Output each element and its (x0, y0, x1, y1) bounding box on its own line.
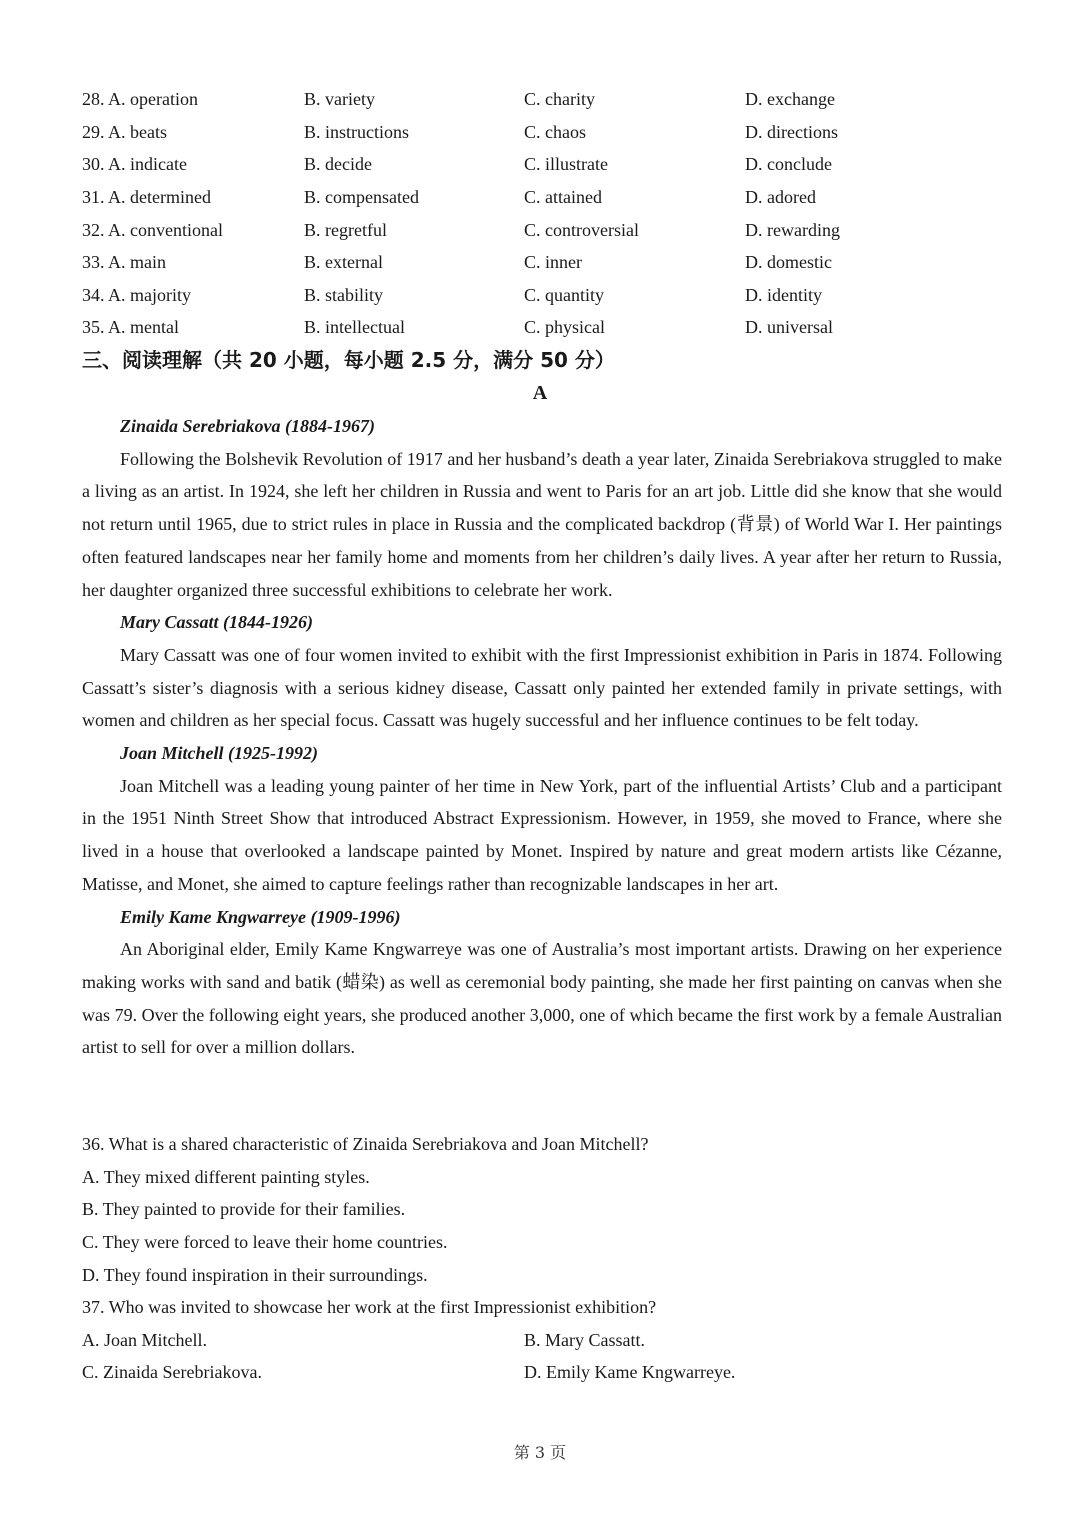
option-b: B. decide (304, 154, 372, 174)
option-b: B. intellectual (304, 317, 405, 337)
page-number: 第 3 页 (513, 1443, 567, 1462)
option-a: 31. A. determined (82, 187, 211, 207)
answer-option-b: B. They painted to provide for their families. (82, 1199, 406, 1220)
artist-heading: Zinaida Serebriakova (1884-1967) (120, 416, 375, 436)
option-c: C. inner (524, 252, 582, 272)
answer-option-a: A. They mixed different painting styles. (82, 1166, 370, 1187)
option-b: B. variety (304, 89, 375, 109)
question-stem: 36. What is a shared characteristic of Zinaida Serebriakova and Joan Mitchell? (82, 1134, 649, 1154)
option-b: B. external (304, 252, 383, 272)
artist-paragraph: Following the Bolshevik Revolution of 1917 and her husband’s death a year later, Zinaida Serebriakova struggled to make a living as an artist. In 1924, she left her children in Russia and went to Paris for an art job. Little did she know that she would not return until 1965, due to strict rules in place in Russia and the complicated backdrop (背景) of World War I. Her paintings often featured landscapes near her family home and moments from her children’s daily lives. A year after her return to Russia, her daughter organized three successful exhibitions to celebrate her work. (82, 448, 1002, 600)
artist-paragraph: An Aboriginal elder, Emily Kame Kngwarreye was one of Australia’s most important artists. Drawing on her experience making works with sand and batik (蜡染) as well as ceremonial body painting, she made her first painting on canvas when she was 79. Over the following eight years, she produced another 3,000, one of which became the first work by a female Australian artist to sell for over a million dollars. (82, 939, 1002, 1058)
artist-paragraph: Joan Mitchell was a leading young painter of her time in New York, part of the influential Artists’ Club and a participant in the 1951 Ninth Street Show that introduced Abstract Expressionism. However, in 1959, she moved to France, where she lived in a house that overlooked a landscape painted by Monet. Inspired by nature and great modern artists like Cézanne, Matisse, and Monet, she aimed to capture feelings rather than recognizable landscapes in her art. (82, 775, 1002, 894)
answer-row (82, 1356, 1012, 1389)
option-a: 29. A. beats (82, 122, 167, 142)
option-c: C. controversial (524, 220, 639, 240)
option-row-32 (82, 214, 1012, 247)
option-d: D. identity (745, 285, 822, 305)
question-stem: 37. Who was invited to showcase her work at the first Impressionist exhibition? (82, 1297, 657, 1317)
question-37 (82, 1291, 1012, 1389)
option-c: C. quantity (524, 285, 604, 305)
option-a: 28. A. operation (82, 89, 198, 109)
option-d: D. universal (745, 317, 833, 337)
option-b: B. compensated (304, 187, 419, 207)
option-d: D. domestic (745, 252, 832, 272)
option-row-29 (82, 116, 1012, 149)
option-c: C. attained (524, 187, 602, 207)
artist-heading: Mary Cassatt (1844-1926) (120, 612, 313, 633)
option-row-33 (82, 246, 1012, 279)
option-c: C. chaos (524, 122, 586, 142)
answer-option-d: D. Emily Kame Kngwarreye. (524, 1362, 736, 1383)
option-a: 34. A. majority (82, 285, 192, 305)
option-d: D. adored (745, 187, 816, 207)
answer-option-b: B. Mary Cassatt. (524, 1329, 645, 1350)
option-a: 32. A. conventional (82, 220, 223, 240)
option-row-28 (82, 83, 1012, 116)
option-row-30 (82, 148, 1012, 181)
option-b: B. instructions (304, 122, 410, 142)
option-a: 33. A. main (82, 252, 167, 272)
option-c: C. charity (524, 89, 595, 109)
question-36 (82, 1128, 1012, 1292)
artist-paragraph: Mary Cassatt was one of four women invited to exhibit with the first Impressionist exhibition in Paris in 1874. Following Cassatt’s sister’s diagnosis with a serious kidney disease, Cassatt only painted her extended family in private settings, with women and children as her special focus. Cassatt was hugely successful and her influence continues to be felt today. (82, 644, 1002, 731)
option-a: 35. A. mental (82, 317, 179, 337)
section-heading: 三、阅读理解（共 20 小题，每小题 2.5 分，满分 50 分） (82, 348, 615, 372)
answer-option-d: D. They found inspiration in their surroundings. (82, 1264, 428, 1285)
passage-label: A (532, 382, 548, 404)
artist-heading: Joan Mitchell (1925-1992) (120, 743, 318, 764)
answer-row (82, 1324, 1012, 1357)
option-row-31 (82, 181, 1012, 214)
answer-option-c: C. They were forced to leave their home countries. (82, 1232, 448, 1253)
option-row-35 (82, 311, 1012, 344)
option-d: D. conclude (745, 154, 832, 174)
reading-passage (82, 410, 1002, 1064)
option-b: B. stability (304, 285, 384, 305)
option-b: B. regretful (304, 220, 387, 240)
option-row-34 (82, 279, 1012, 312)
artist-heading: Emily Kame Kngwarreye (1909-1996) (120, 906, 401, 927)
option-c: C. illustrate (524, 154, 608, 174)
option-a: 30. A. indicate (82, 154, 187, 174)
answer-option-a: A. Joan Mitchell. (82, 1329, 207, 1350)
option-d: D. rewarding (745, 220, 840, 240)
option-d: D. exchange (745, 89, 835, 109)
answer-option-c: C. Zinaida Serebriakova. (82, 1362, 262, 1383)
option-c: C. physical (524, 317, 605, 337)
option-d: D. directions (745, 122, 838, 142)
